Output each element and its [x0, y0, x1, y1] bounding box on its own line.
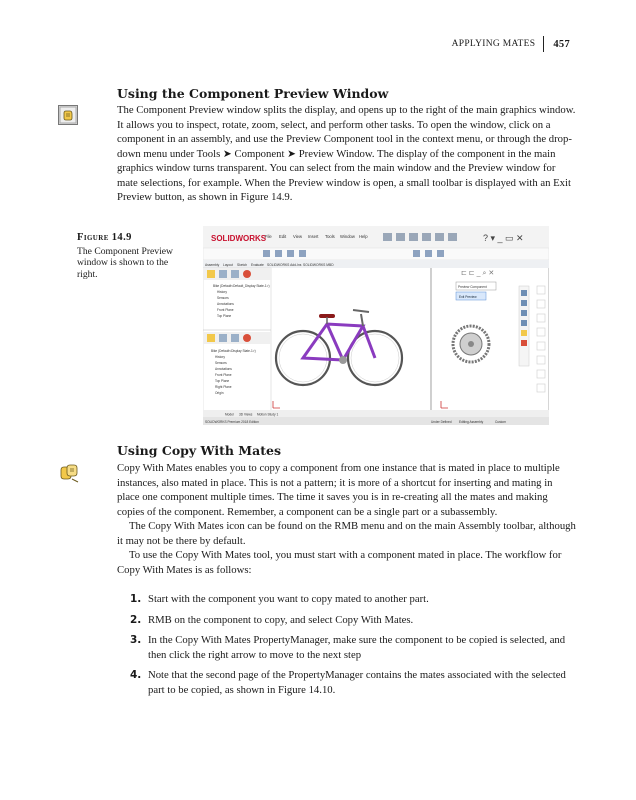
exit-preview-label: Exit Preview [459, 295, 477, 299]
step-number: 2. [130, 613, 142, 626]
tree-top-history: History [217, 290, 227, 294]
figure-caption [77, 232, 187, 280]
solidworks-screenshot [203, 226, 549, 425]
list-item [117, 668, 579, 697]
tab-sketch: Sketch [237, 263, 248, 267]
tree-bottom-annotations: Annotations [215, 367, 232, 371]
menu-tools: Tools [325, 234, 335, 239]
step-number: 1. [130, 593, 142, 605]
step-number: 3. [130, 634, 142, 646]
step-text: In the Copy With Mates PropertyManager, make sure the component to be copied is selected, and then click the right arrow to move to the next step [148, 634, 566, 661]
workflow-steps [117, 592, 579, 703]
tip-note-icon [58, 105, 78, 130]
menu-window: Window [340, 234, 355, 239]
step-number: 4. [130, 669, 142, 681]
solidworks-logo: SOLIDWORKS [211, 234, 267, 243]
status-editing: Editing Assembly [459, 420, 484, 424]
section-heading-copy-with-mates: Using Copy With Mates [117, 443, 281, 458]
section1-paragraph [117, 103, 577, 205]
section2-paragraphs [117, 461, 577, 577]
tree-bottom-origin: Origin [215, 391, 224, 395]
copy-with-mates-location: The Copy With Mates icon can be found on the RMB menu and on the main Assembly toolbar, although it may not be there by default. [117, 520, 576, 547]
figure-caption-text: The Component Preview window is shown to the right. [77, 245, 173, 280]
menu-view: View [293, 234, 303, 239]
tab-mbd: SOLIDWORKS MBD [303, 263, 334, 267]
list-item [117, 633, 579, 662]
section-heading-component-preview: Using the Component Preview Window [117, 86, 389, 101]
tree-top-sensors: Sensors [217, 296, 229, 300]
menu-edit: Edit [279, 234, 287, 239]
bottom-tab-3dviews: 3D Views [239, 412, 253, 417]
copy-with-mates-intro: Copy With Mates enables you to copy a component from one instance that is mated in place to multiple instances, also mated in place. This is not a pattern; it is more of a shortcut for inserting and mating in place one component multiple times. The time it saves you is in re-creating all the mates and making copies of the component. Remember, a component can be a single part or a subassembly. [117, 462, 560, 518]
chapter-title: APPLYING MATES [451, 39, 536, 49]
bottom-tab-motion: Motion Study 1 [257, 412, 279, 417]
menu-insert: Insert [308, 234, 319, 239]
status-edition: SOLIDWORKS Premium 2018 Edition [205, 420, 259, 424]
copy-with-mates-workflow: To use the Copy With Mates tool, you must start with a component mated in place. The workflow for Copy With Mates is as follows: [117, 549, 562, 576]
tree-bottom-root: Bike (Default<Display State-1>) [211, 349, 256, 353]
bottom-tab-model: Model [225, 412, 234, 417]
list-item [117, 613, 579, 628]
tree-bottom-top: Top Plane [215, 379, 230, 383]
component-preview-paragraph: The Component Preview window splits the display, and opens up to the right of the main graphics window. It allows you to inspect, rotate, zoom, select, and perform other tasks. To open the window, click on a component in an assembly, and use the Preview Component tool in the context menu, or through the drop-down menu under Tools ➤ Component ➤ Preview Window. The display of the component in the main graphics window turns transparent. You can select from the main window and the Preview window for mate selections, for example. When the Preview window is open, a small toolbar is displayed with an Exit Preview button, as shown in Figure 14.9. [117, 104, 576, 203]
tree-bottom-sensors: Sensors [215, 361, 227, 365]
running-header [452, 36, 570, 52]
svg-text:? ▾ _ ▭ ✕: ? ▾ _ ▭ ✕ [483, 233, 524, 243]
menu-help: Help [359, 234, 368, 239]
copy-with-mates-icon [58, 462, 80, 489]
menu-file: File [265, 234, 272, 239]
list-item [117, 592, 579, 607]
tab-evaluate: Evaluate [251, 263, 264, 267]
status-underdefined: Under Defined [431, 420, 452, 424]
step-text: RMB on the component to copy, and select Copy With Mates. [148, 613, 414, 626]
page-number: 457 [553, 38, 570, 50]
tree-top-annotations: Annotations [217, 302, 234, 306]
tree-bottom-right: Right Plane [215, 385, 232, 389]
status-custom: Custom [495, 420, 506, 424]
tab-layout: Layout [223, 263, 233, 267]
step-text: Note that the second page of the PropertyManager contains the mates associated with the selected part to be copied, as shown in Figure 14.10. [148, 669, 566, 696]
header-divider [543, 36, 544, 52]
preview-component-label: Preview Component [458, 285, 487, 289]
figure-label: Figure 14.9 [77, 232, 132, 243]
tree-top-root: Bike (Default<Default_Display State-1>) [213, 284, 270, 288]
tree-bottom-front: Front Plane [215, 373, 232, 377]
tree-bottom-history: History [215, 355, 225, 359]
tab-assembly: Assembly [205, 263, 220, 267]
tree-top-top: Top Plane [217, 314, 232, 318]
svg-text:⊏ ⊏ _ ⌕ ✕: ⊏ ⊏ _ ⌕ ✕ [461, 270, 495, 277]
tree-top-front: Front Plane [217, 308, 234, 312]
step-text: Start with the component you want to copy mated to another part. [148, 593, 429, 605]
tab-addins: SOLIDWORKS Add-Ins [267, 263, 302, 267]
